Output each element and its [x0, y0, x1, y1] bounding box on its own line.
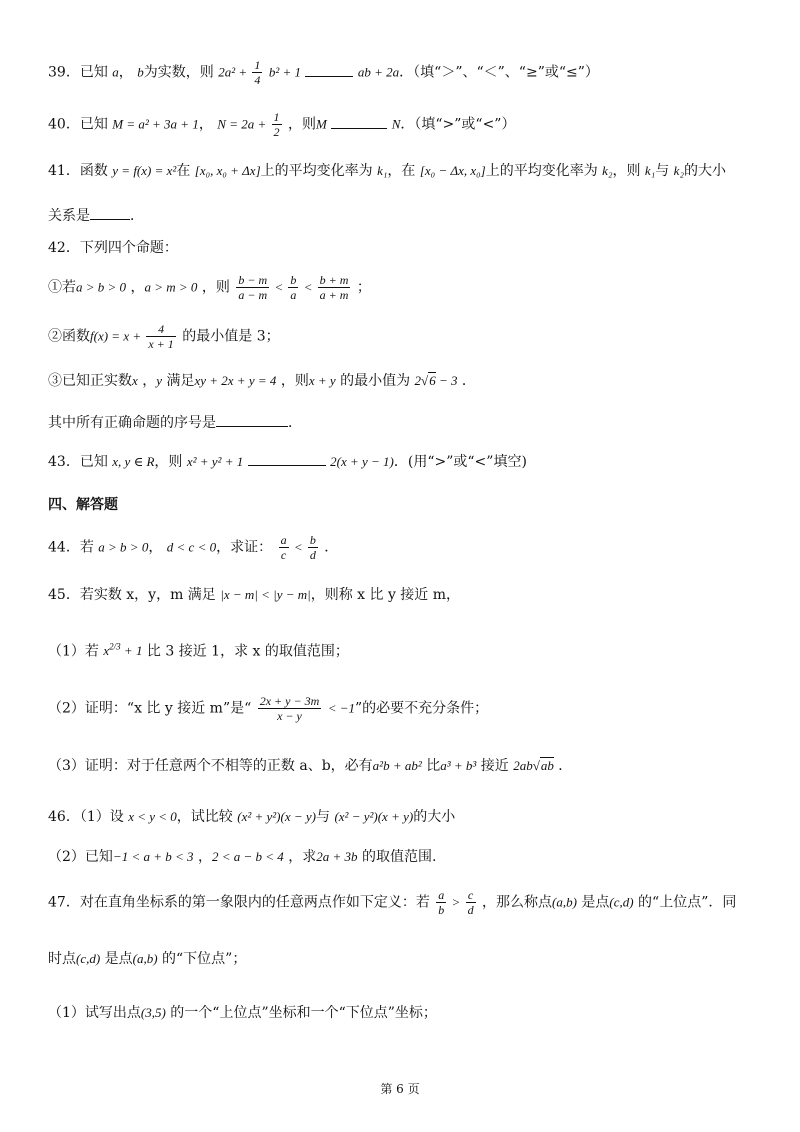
fraction: $\frac{b - m}{a - m}$ — [238, 273, 268, 302]
page-number: 第 6 页 — [380, 1082, 420, 1096]
question-42-answer: 其中所有正确命题的序号是 ． — [48, 412, 302, 434]
answer-blank[interactable] — [331, 114, 387, 129]
question-43: 43．已知 x, y ∈ R，则 x² + y² + 1 2(x + y − 1)．(用“>”或“<”填空) — [48, 451, 527, 473]
fraction: $\frac{b + m}{a + m}$ — [319, 273, 349, 302]
question-42: 42．下列四个命题： — [48, 240, 178, 256]
fraction: $\frac{a}{c}$ — [280, 533, 287, 562]
fraction: $\frac{a}{b}$ — [438, 888, 445, 917]
section-title: 四、解答题 — [48, 497, 118, 513]
proposition-3: ③已知正实数x ，y 满足xy + 2x + y = 4 ，则x + y 的最小值为 2√6 − 3 ． — [48, 373, 476, 389]
proposition-2: ②函数f(x) = x + $\frac{4}{x + 1}$ 的最小值是 3； — [48, 322, 280, 351]
proposition-1: ①若a > b > 0 ，a > m > 0 ，则 $\frac{b - m}{a - m}$ < $\frac{b}{a}$ < $\frac{b + m}{a + m}$ ； — [48, 273, 371, 302]
question-44: 44．若 a > b > 0， d < c < 0，求证： $\frac{a}{c}$ < $\frac{b}{d}$ ． — [48, 533, 339, 562]
answer-blank[interactable] — [216, 412, 288, 427]
question-40: 40．已知 M = a² + 3a + 1， N = 2a + $\frac{1}{2}$ ，则M N．（填“>”或“<”） — [48, 110, 516, 139]
question-47-part1: （1）试写出点(3,5) 的一个“上位点”坐标和一个“下位点”坐标； — [48, 1005, 437, 1021]
fraction: $\frac{b}{a}$ — [290, 273, 297, 302]
answer-blank[interactable] — [90, 205, 130, 220]
question-45-part3: （3）证明：对于任意两个不相等的正数 a、b，必有a²b + ab² 比a³ + b³ 接近 2ab√ab ． — [48, 758, 573, 774]
question-46: 46．（1）设 x < y < 0，试比较 (x² + y²)(x − y)与 (x² − y²)(x + y)的大小 — [48, 809, 456, 825]
answer-blank[interactable] — [305, 62, 353, 77]
question-45-part2: （2）证明：“x 比 y 接近 m”是“ $\frac{2x + y - 3m}{x - y}$ < −1”的必要不充分条件； — [48, 694, 489, 723]
question-41: 41．函数 y = f(x) = x²在 [x₀, x₀ + Δx]上的平均变化率为 k₁，在 [x₀ − Δx, x₀]上的平均变化率为 k₂，则 k₁与 k₂的大小 — [48, 163, 726, 179]
question-45: 45．若实数 x，y，m 满足 |x − m| < |y − m|，则称 x 比 y 接近 m， — [48, 587, 461, 603]
fraction: $\frac{b}{d}$ — [309, 533, 316, 562]
question-39: 39．已知 a， b为实数，则 2a² + $\frac{1}{4}$ b² + 1 ab + 2a．（填“＞”、“＜”、“≥”或“≤”） — [48, 58, 599, 87]
question-47-cont: 时点(c,d) 是点(a,b) 的“下位点”； — [48, 951, 247, 967]
fraction: $\frac{c}{d}$ — [467, 888, 474, 917]
question-46-part2: （2）已知−1 < a + b < 3 ，2 < a − b < 4 ，求2a + 3b 的取值范围. — [48, 849, 437, 865]
fraction: $\frac{2x + y - 3m}{x - y}$ — [259, 694, 320, 723]
question-45-part1: （1）若 $x^{2/3} + 1$ 比 3 接近 1，求 x 的取值范围； — [48, 642, 349, 660]
question-47: 47．对在直角坐标系的第一象限内的任意两点作如下定义：若 $\frac{a}{b}$ > $\frac{c}{d}$ ，那么称点(a,b) 是点(c,d) 的“上位点”．同 — [48, 888, 737, 917]
fraction: $\frac{4}{x + 1}$ — [148, 322, 174, 351]
min-value: 2√6 − 3 — [414, 373, 458, 388]
answer-blank[interactable] — [248, 451, 326, 466]
question-41-cont: 关系是 ． — [48, 205, 144, 227]
fraction-1-2: $\frac{1}{2}$ — [273, 110, 280, 139]
fraction-1-4: $\frac{1}{4}$ — [254, 58, 261, 87]
